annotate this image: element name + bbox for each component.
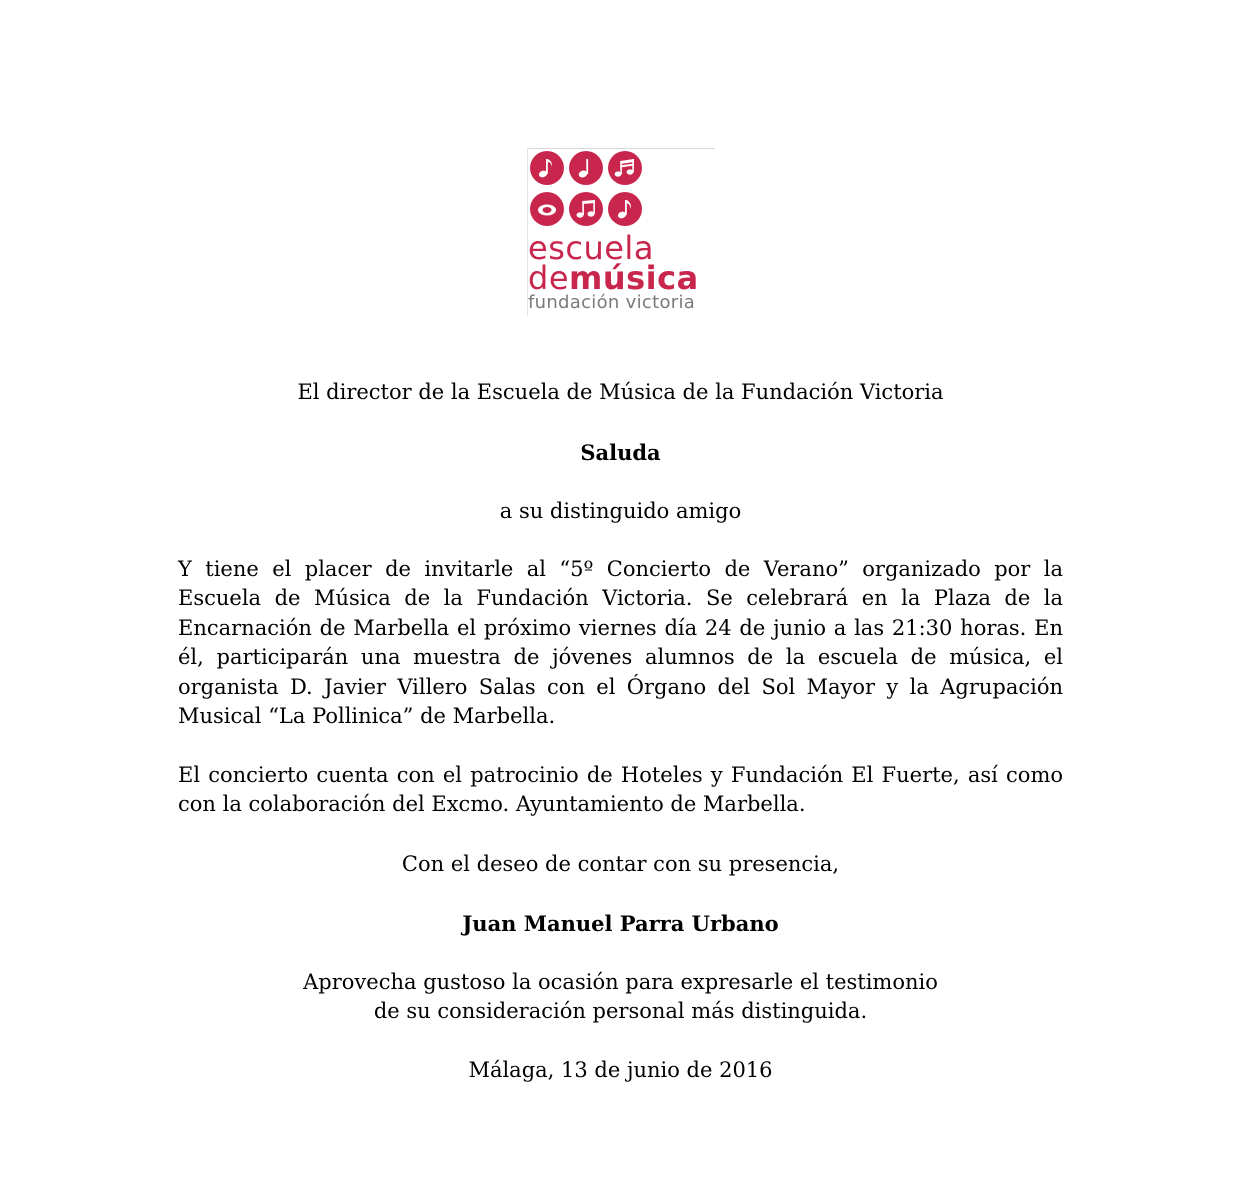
logo-text-escuela: escuela	[528, 229, 654, 267]
letter-signatory: Juan Manuel Parra Urbano	[462, 911, 779, 936]
letter-closing: Con el deseo de contar con su presencia,	[401, 851, 840, 876]
logo-frame-top	[527, 148, 715, 149]
letter-greeting: Saluda	[580, 439, 661, 465]
eighth-note-icon	[530, 151, 564, 185]
letter-paragraph-invitation: Y tiene el placer de invitarle al “5º Concierto de Verano” organizado por la Escuela de Música de la Fundación Victoria. Se celebrará en la Plaza de la Encarnación de Marbella el próximo viernes día 24 de junio a las 21:30 horas. En él, participarán una muestra de jóvenes alumnos de la escuela de música, el organista D. Javier Villero Salas con el Órgano del Sol Mayor y la Agrupación Musical “La Pollinica” de Marbella.	[178, 556, 1063, 728]
logo-icon-grid	[530, 151, 642, 229]
letter-recipient: a su distinguido amigo	[499, 499, 742, 523]
logo-text-fundacion: fundación victoria	[528, 292, 696, 313]
school-logo	[527, 148, 715, 318]
letter-place-date: Málaga, 13 de junio de 2016	[468, 1057, 773, 1082]
beamed-sixteenth-notes-icon	[569, 192, 603, 226]
logo-text-de-musica	[528, 259, 699, 297]
logo-text-musica: música	[569, 259, 699, 297]
letter-intro: El director de la Escuela de Música de la Fundación Victoria	[297, 380, 944, 404]
single-note-icon	[608, 192, 642, 226]
eye-icon	[530, 192, 564, 226]
letter-paragraph-sponsors: El concierto cuenta con el patrocinio de Hoteles y Fundación El Fuerte, así como con la colaboración del Excmo. Ayuntamiento de Marbella.	[178, 762, 1063, 816]
beamed-notes-icon	[608, 151, 642, 185]
logo-text-de: de	[528, 259, 569, 297]
letter-testimony-line-2: de su consideración personal más distinguida.	[373, 999, 868, 1023]
quarter-note-icon	[569, 151, 603, 185]
letter-testimony-line-1: Aprovecha gustoso la ocasión para expresarle el testimonio	[303, 969, 938, 994]
letter-body	[178, 378, 1063, 1085]
